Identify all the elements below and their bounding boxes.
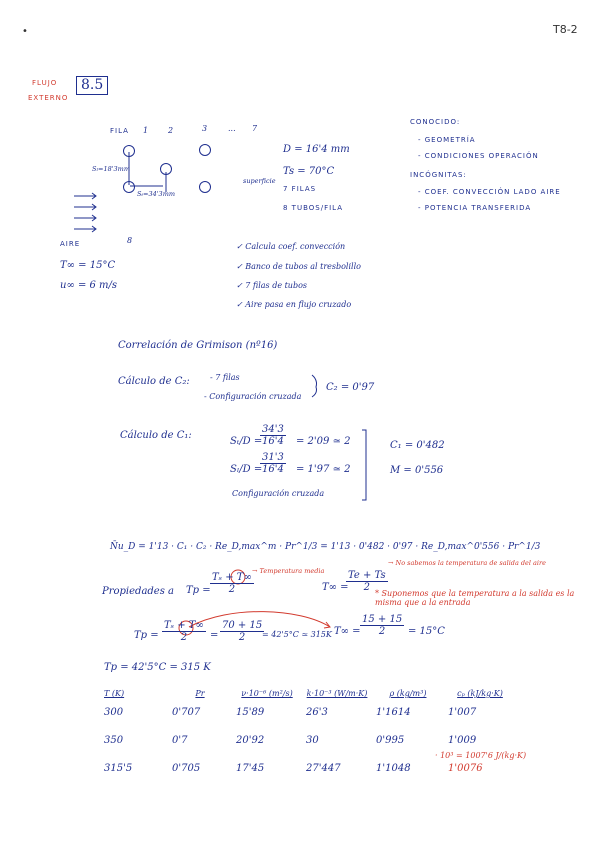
given-filas: 7 FILAS bbox=[283, 185, 317, 193]
tinf-lhs: T∞ = bbox=[322, 582, 349, 593]
table-cell: 300 bbox=[104, 706, 124, 718]
table-cell: 1'007 bbox=[448, 706, 477, 718]
table-cell: 27'447 bbox=[306, 762, 341, 774]
tp2-eq: = bbox=[210, 630, 219, 641]
tinf2-den: 2 bbox=[378, 626, 386, 637]
incognitas-item: - COEF. CONVECCIÓN LADO AIRE bbox=[418, 188, 561, 196]
section-label-line2: EXTERNO bbox=[28, 94, 69, 102]
tp-den: 2 bbox=[228, 584, 236, 595]
incognitas-title: INCÓGNITAS: bbox=[410, 171, 467, 179]
column-header: ν·10⁻⁶ (m²/s) bbox=[241, 689, 293, 698]
tinf2-fraction bbox=[360, 614, 404, 637]
column-header: T (K) bbox=[104, 689, 125, 698]
checklist-item: ✓ 7 filas de tubos bbox=[236, 281, 307, 290]
table-cell: 17'45 bbox=[236, 762, 265, 774]
tinf-num: Te + Ts bbox=[348, 570, 386, 581]
conocido-title: CONOCIDO: bbox=[410, 118, 461, 126]
c1-sl-lhs: Sₗ/D = bbox=[230, 464, 263, 475]
table-cell: 0'7 bbox=[172, 734, 188, 746]
c1-sl-rhs: = 1'97 ≃ 2 bbox=[296, 464, 351, 475]
tp2-fraction bbox=[162, 620, 206, 643]
checklist-item: ✓ Banco de tubos al tresbolillo bbox=[236, 262, 361, 271]
incognitas-item: - POTENCIA TRANSFERIDA bbox=[418, 204, 532, 212]
tube-circle bbox=[200, 145, 211, 156]
section-label-line1: FLUJO bbox=[32, 79, 58, 87]
column-header: k·10⁻³ (W/m·K) bbox=[306, 689, 368, 698]
checklist-item: ✓ Calcula coef. convección bbox=[236, 242, 346, 251]
fila-header: FILA bbox=[110, 127, 129, 135]
tube-circle bbox=[200, 182, 211, 193]
col-number: 2 bbox=[168, 126, 174, 135]
table-cell: 0'705 bbox=[172, 762, 201, 774]
tinf2-rhs: = 15°C bbox=[408, 626, 445, 637]
c1-sl-num: 31'3 bbox=[262, 452, 284, 463]
table-cell: 1'0076 bbox=[448, 762, 483, 774]
m-value: M = 0'556 bbox=[390, 465, 444, 476]
table-cell: 1'009 bbox=[448, 734, 477, 746]
tinf-den: 2 bbox=[363, 582, 370, 593]
c1-st-fraction bbox=[260, 424, 286, 447]
c1-st-num: 34'3 bbox=[262, 424, 284, 435]
table-cell: 15'89 bbox=[236, 706, 265, 718]
table-cell: 30 bbox=[306, 734, 319, 746]
c1-value: C₁ = 0'482 bbox=[390, 440, 445, 451]
properties-table bbox=[100, 680, 516, 782]
note-no-sabemos: → No sabemos la temperatura de salida del aire bbox=[388, 559, 546, 567]
tp2-rhs: = 42'5°C ≃ 315K bbox=[262, 630, 332, 639]
table-row bbox=[100, 726, 516, 754]
table-cell: 20'92 bbox=[236, 734, 265, 746]
c1-sl-fraction bbox=[260, 452, 286, 475]
section-number: 8.5 bbox=[76, 76, 108, 95]
col-number: ... bbox=[228, 124, 236, 133]
tinf2-lhs: T∞ = bbox=[334, 626, 361, 637]
tp2-values-fraction bbox=[220, 620, 264, 643]
table-cell: 350 bbox=[104, 734, 124, 746]
c1-st-lhs: Sₜ/D = bbox=[230, 436, 263, 447]
column-header: ρ (kg/m³) bbox=[389, 689, 427, 698]
page-id: T8-2 bbox=[553, 23, 578, 36]
properties-label: Propiedades a bbox=[102, 586, 175, 597]
col-number: 1 bbox=[143, 126, 149, 135]
c1-label: Cálculo de C₁: bbox=[120, 430, 192, 441]
table-cell: 315'5 bbox=[104, 762, 133, 774]
tp-fraction bbox=[210, 572, 254, 595]
corner-dot: • bbox=[22, 26, 28, 37]
col-number: 3 bbox=[202, 124, 208, 133]
tp2-den: 2 bbox=[180, 632, 188, 643]
tp2-lhs: Tp = bbox=[134, 630, 159, 641]
column-header: cₚ (kJ/kg·K) bbox=[457, 689, 503, 698]
tp2-num: Tₛ + T∞ bbox=[164, 620, 204, 631]
u-inf: u∞ = 6 m/s bbox=[60, 280, 118, 291]
checklist-item: ✓ Aire pasa en flujo cruzado bbox=[236, 300, 352, 309]
table-cell: 0'707 bbox=[172, 706, 201, 718]
c2-item: - 7 filas bbox=[210, 373, 240, 382]
table-row bbox=[100, 698, 516, 726]
given-ts: Ts = 70°C bbox=[283, 166, 335, 177]
conocido-item: - CONDICIONES OPERACIÓN bbox=[418, 152, 539, 160]
table-cell: 1'1614 bbox=[376, 706, 411, 718]
correlation-title: Correlación de Grimison (nº16) bbox=[118, 340, 278, 351]
c1-st-rhs: = 2'09 ≃ 2 bbox=[296, 436, 351, 447]
nusselt-equation: N̄u_D = 1'13 · C₁ · C₂ · Re_D,max^m · Pr^1/3 = 1'13 · 0'482 · 0'97 · Re_D,max^0'556 · Pr^1/3 bbox=[110, 542, 541, 552]
tp-num: Tₛ + T∞ bbox=[212, 572, 252, 583]
row-count-label: 8 bbox=[127, 236, 133, 245]
c1-sl-den: 16'4 bbox=[262, 464, 284, 475]
c1-config: Configuración cruzada bbox=[232, 489, 325, 498]
tp-final: Tp = 42'5°C = 315 K bbox=[104, 662, 211, 673]
sl-label: Sₗ=18'3mm bbox=[92, 165, 130, 173]
cp-conversion: · 10³ = 1007'6 J/(kg·K) bbox=[435, 751, 527, 760]
t-inf: T∞ = 15°C bbox=[60, 260, 116, 271]
given-tubos: 8 TUBOS/FILA bbox=[283, 204, 344, 212]
tp2-num2: 70 + 15 bbox=[222, 620, 263, 631]
tp-note: → Temperatura media bbox=[252, 567, 325, 575]
given-diameter: D = 16'4 mm bbox=[283, 144, 350, 155]
table-cell: 0'995 bbox=[376, 734, 405, 746]
flow-label: AIRE bbox=[60, 240, 81, 248]
c2-label: Cálculo de C₂: bbox=[118, 376, 190, 387]
note-suponemos: * Suponemos que la temperatura a la salida es la misma que a la entrada bbox=[375, 589, 575, 607]
st-label: Sₜ=34'3mm bbox=[137, 190, 176, 198]
table-header-row bbox=[100, 680, 516, 698]
conocido-item: - GEOMETRÍA bbox=[418, 136, 476, 144]
c1-st-den: 16'4 bbox=[262, 436, 284, 447]
c2-item: - Configuración cruzada bbox=[204, 392, 302, 401]
column-header: Pr bbox=[195, 689, 205, 698]
table-cell: 1'1048 bbox=[376, 762, 411, 774]
col-number: 7 bbox=[252, 124, 258, 133]
tp2-den2: 2 bbox=[238, 632, 246, 643]
c2-result: C₂ = 0'97 bbox=[326, 382, 375, 393]
given-superficie-label: superficie bbox=[243, 177, 276, 185]
tp-lhs: Tp = bbox=[186, 585, 211, 596]
table-cell: 26'3 bbox=[306, 706, 328, 718]
tinf2-num: 15 + 15 bbox=[362, 614, 403, 625]
